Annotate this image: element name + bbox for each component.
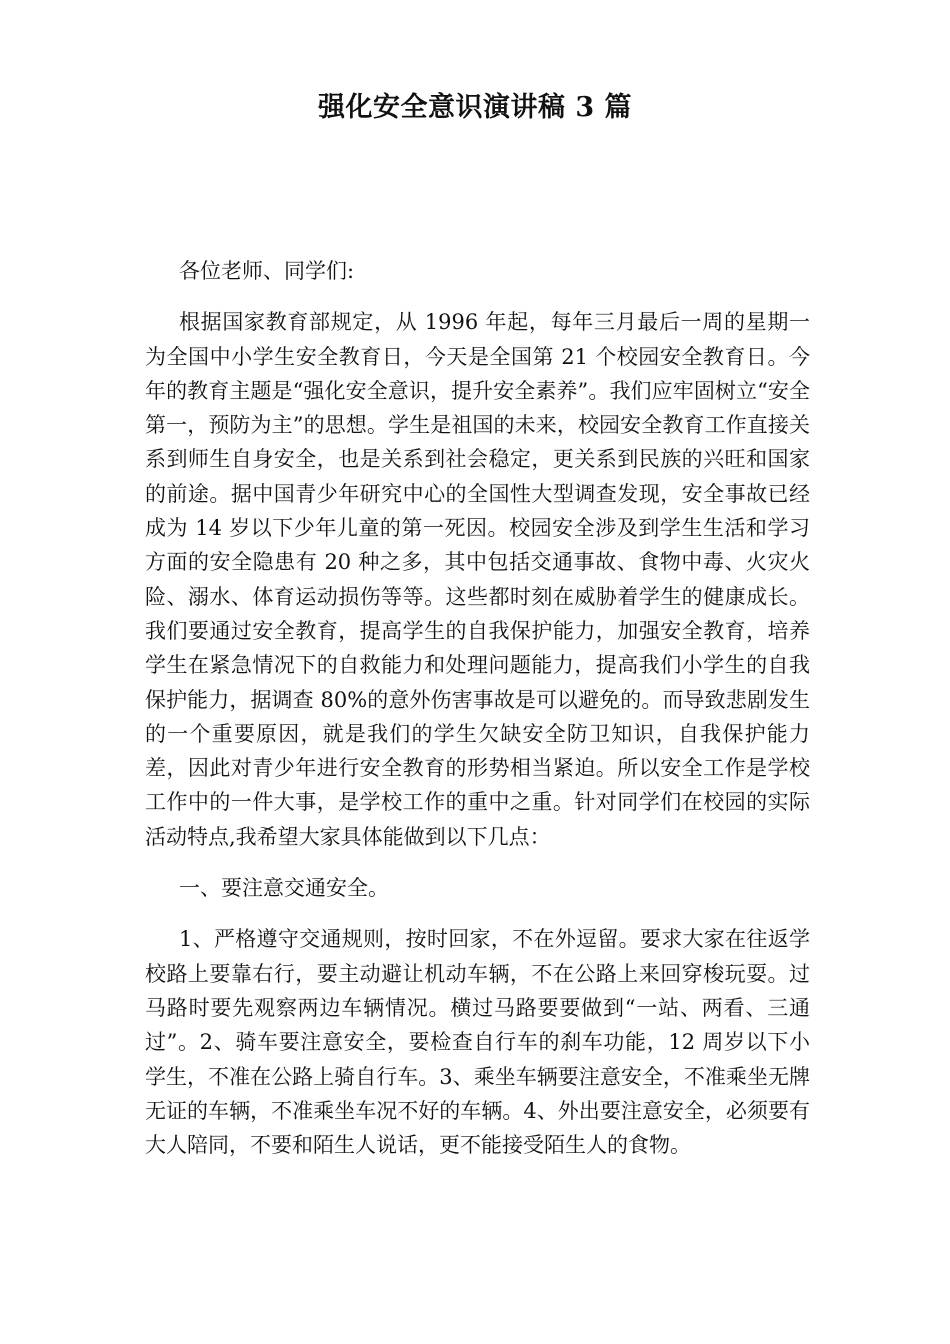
document-body [145,254,810,1179]
traffic-rules-paragraph: 1、严格遵守交通规则，按时回家，不在外逗留。要求大家在往返学校路上要靠右行，要主动避让机动车辆，不在公路上来回穿梭玩耍。过马路时要先观察两边车辆情况。横过马路要要做到“一站、两看、三通过”。2、骑车要注意安全，要检查自行车的刹车功能，12 周岁以下小学生，不准在公路上骑自行车。3、乘坐车辆要注意安全，不准乘坐无牌无证的车辆，不准乘坐车况不好的车辆。4、外出要注意安全，必须要有大人陪同，不要和陌生人说话，更不能接受陌生人的食物。 [145,927,810,1158]
intro-paragraph: 根据国家教育部规定，从 1996 年起，每年三月最后一周的星期一为全国中小学生安全教育日，今天是全国第 21 个校园安全教育日。今年的教育主题是“强化安全意识，提升安全素养”。我们应牢固树立“安全第一，预防为主”的思想。学生是祖国的未来，校园安全教育工作直接关系到师生自身安全，也是关系到社会稳定，更关系到民族的兴旺和国家的前途。据中国青少年研究中心的全国性大型调查发现，安全事故已经成为 14 岁以下少年儿童的第一死因。校园安全涉及到学生生活和学习方面的安全隐患有 20 种之多，其中包括交通事故、食物中毒、火灾火险、溺水、体育运动损伤等等。这些都时刻在威胁着学生的健康成长。我们要通过安全教育，提高学生的自我保护能力，加强安全教育，培养学生在紧急情况下的自救能力和处理问题能力，提高我们小学生的自我保护能力，据调查 80%的意外伤害事故是可以避免的。而导致悲剧发生的一个重要原因，就是我们的学生欠缺安全防卫知识，自我保护能力差，因此对青少年进行安全教育的形势相当紧迫。所以安全工作是学校工作中的一件大事，是学校工作的重中之重。针对同学们在校园的实际活动特点,我希望大家具体能做到以下几点： [145,310,810,849]
section-heading-traffic: 一、要注意交通安全。 [179,876,389,901]
document-title: 强化安全意识演讲稿 3 篇 [317,92,633,123]
salutation-paragraph: 各位老师、同学们: [179,259,355,283]
